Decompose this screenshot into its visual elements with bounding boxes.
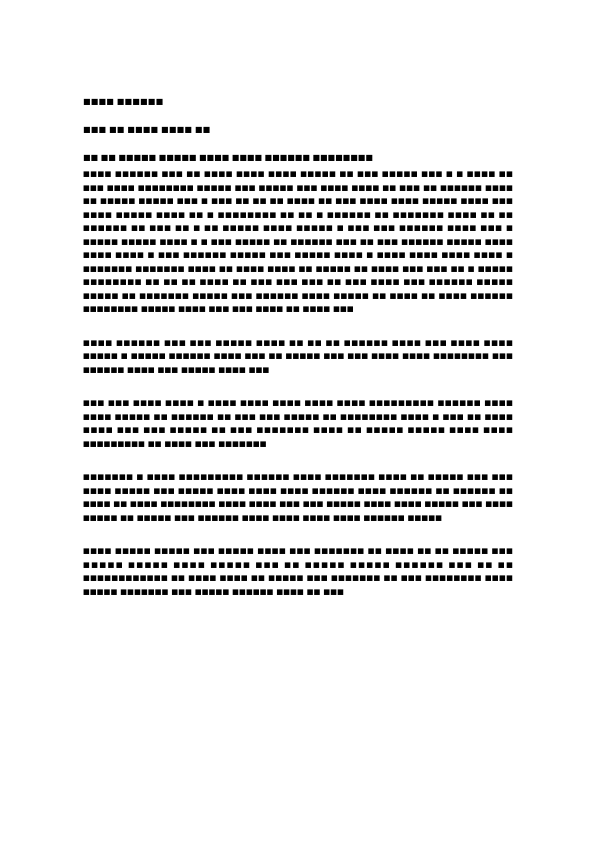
subheading: ■■ ■■ ■■■■■ ■■■■■ ■■■■ ■■■■ ■■■■■■ ■■■■■■■■ xyxy=(83,153,373,162)
header-line-2: ■■■ ■■ ■■■■ ■■■■ ■■ xyxy=(83,125,211,134)
header-line-1: ■■■■ ■■■■■■ xyxy=(83,97,164,106)
paragraph-1: ■■■■ ■■■■■■ ■■■ ■■ ■■■■ ■■■■ ■■■■ ■■■■■ ■■ ■■■ ■■■■■ ■■■ ■ ■ ■■■■ ■■ ■■■ ■■■■ ■■■■■■■■ ■■■■■ ■■■ ■■■■■ ■■■ ■■■■ ■■■■ ■■ ■■■ ■■ ■■■■■■ ■■■■ ■■ ■■■■■ ■■■■■ ■■■ ■ ■■■ ■■ ■■ ■■ ■■■■ ■■ ■■■ ■■■■ ■■■■ ■■■■■ ■■■■ ■■■ ■■■■ ■■■■■ ■■■■ ■■ ■ ■■■■■■■■ ■■ ■■ ■ ■■■■■■ ■■ ■■■■■■■ ■■■■ ■■ ■■ ■■■■■■ ■■ ■■■ ■■ ■ ■■ ■■■■■ ■■■■ ■■■■■ ■ ■■■ ■■■ ■■■■■■ ■■■■ ■■■ ■ ■■■■■ ■■■■■ ■■■■ ■ ■ ■■■ ■■■■■ ■■ ■■■■■■ ■■■ ■■ ■■■ ■■■■■■ ■■■■■ ■■■■ ■■■■ ■■■■ ■ ■■■ ■■■■■■ ■■■■■ ■■■ ■■■■■ ■■■■ ■ ■■■■ ■■■■ ■■■■ ■■■■ ■ ■■■■■■■ ■■■■■■■ ■■■■ ■■ ■■■■ ■■■■ ■■ ■■■■■ ■■ ■■■■ ■■■ ■■■ ■■ ■ ■■■■■ ■■■■■■■■ ■■ ■■ ■■ ■■■■ ■■ ■■■ ■■■ ■■■ ■■ ■■■ ■■■■ ■■■ ■■■■■■ ■■■■■ ■■■■■ ■■ ■■■■■■■ ■■■■■ ■■■ ■■■■■■ ■■■■ ■■■■■ ■■ ■■■■ ■■ ■■■■ ■■■■■■ ■■■■■■■■ ■■■■■ ■■■■ ■■■ ■■■ ■■■■ ■■ ■■■■ ■■■ xyxy=(83,169,513,313)
paragraph-2: ■■■■ ■■■■■■ ■■■ ■■■ ■■■■■ ■■■■ ■■ ■■ ■■ ■■■■■■ ■■■■ ■■■ ■■■■ ■■■■ ■■■■■ ■ ■■■■■ ■■■■■■ ■■■■ ■■■ ■■ ■■■■■ ■■■ ■■■ ■■■■ ■■■■ ■■■■■■■■ ■■■ ■■■■■■ ■■■■ ■■■ ■■■■■ ■■■■ ■■■ xyxy=(83,337,513,374)
document-body xyxy=(83,95,513,618)
paragraph-4: ■■■■■■■ ■ ■■■■ ■■■■■■■■■ ■■■■■■ ■■■■ ■■■■■■■ ■■■■ ■■ ■■■■■ ■■■ ■■■ ■■■■ ■■■■■ ■■■ ■■■■■ ■■■■ ■■■■ ■■■■ ■■■■■■ ■■■■ ■■■■■■ ■■ ■■■■■■ ■■ ■■■■ ■■ ■■■■ ■■■■■■■■ ■■■■ ■■■■ ■■■ ■■■ ■■■■■ ■■■■ ■■■■ ■■■■■ ■■■ ■■■■ ■■■■■ ■■ ■■■■■ ■■■ ■■■■■■ ■■■■ ■■■■ ■■■■ ■■■■ ■■■■■■ ■■■■■ xyxy=(83,472,513,522)
paragraph-5: ■■■■ ■■■■■ ■■■■■ ■■■ ■■■■■ ■■■■ ■■■ ■■■■■■■ ■■ ■■■■ ■■ ■■ ■■■■■ ■■■ ■■■■■ ■■■■■ ■■■■ ■■■■■ ■■■ ■■ ■■■■■ ■■■■■ ■■■■■■ ■■■ ■■ ■■ ■■■■■■■■■■■■ ■■ ■■■■ ■■■■ ■■ ■■■■■ ■■■ ■■■■■■■ ■■ ■■■ ■■■■■■■■ ■■■■ ■■■■■ ■■■■■■■ ■■■ ■■■■■ ■■■■■■ ■■■■ ■■ ■■■ xyxy=(83,546,513,596)
paragraph-3: ■■■ ■■■ ■■■■ ■■■■ ■ ■■■■ ■■■■ ■■■■ ■■■■ ■■■■ ■■■■■■■■■ ■■■■■■ ■■■■ ■■■■ ■■■■■ ■■ ■■■■■■ ■■ ■■■ ■■■ ■■■■■ ■■ ■■■■■■■■ ■■■■ ■ ■■■ ■■ ■■■■ ■■■■ ■■■ ■■■ ■■■■■ ■■ ■■■ ■■■■■■■ ■■■■ ■■ ■■■■■ ■■■■■ ■■■■ ■■■■ ■■■■■■■■■ ■■ ■■■■ ■■■ ■■■■■■■ xyxy=(83,398,513,448)
